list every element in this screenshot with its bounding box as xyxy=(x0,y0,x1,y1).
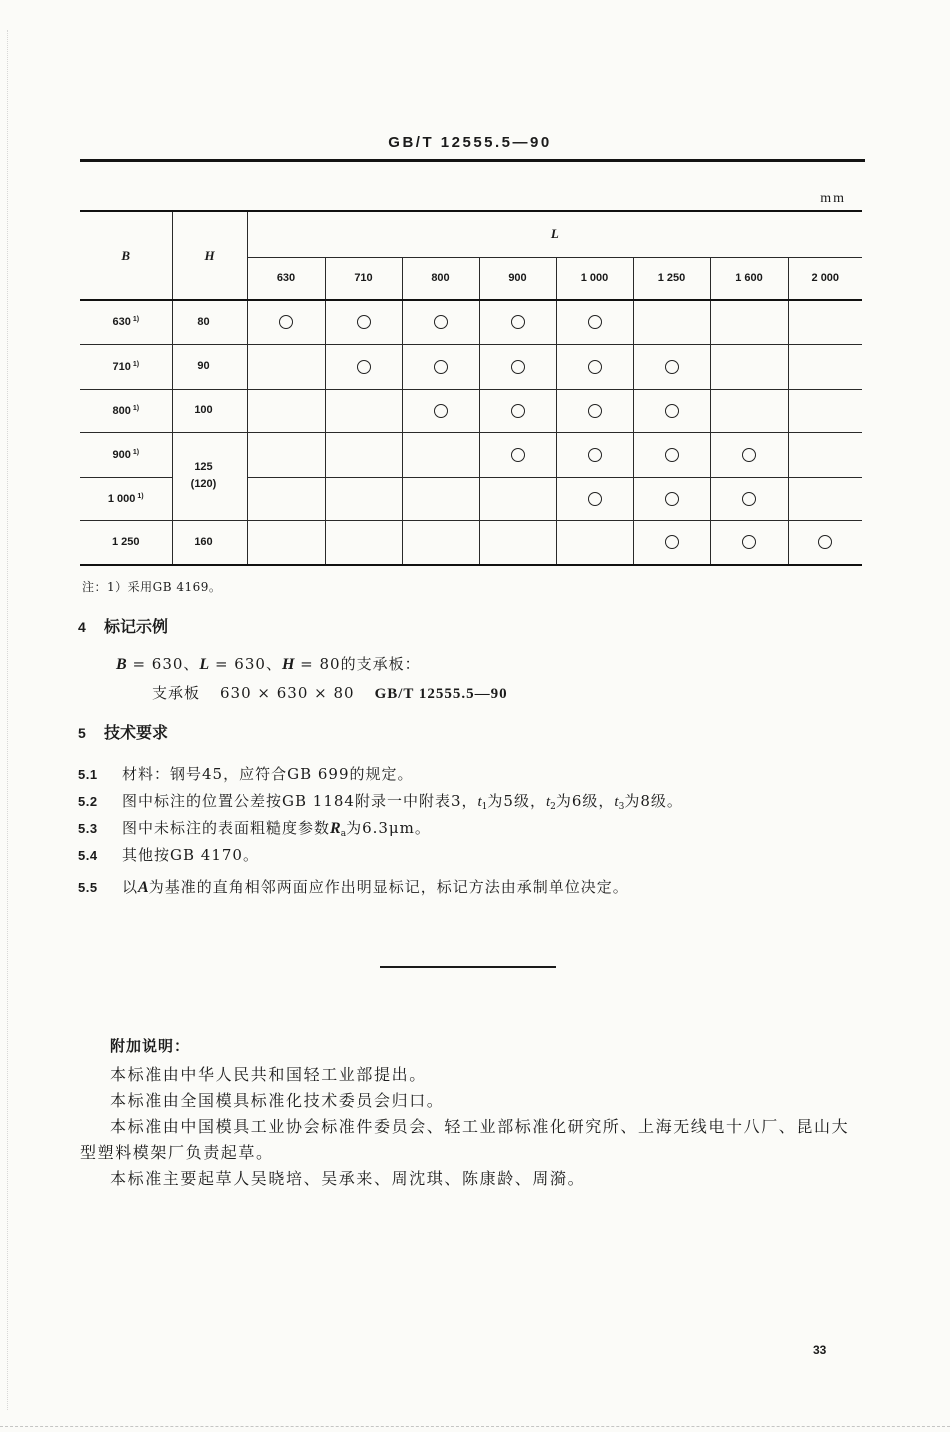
scan-artifact-bottom-edge xyxy=(0,1426,950,1427)
h-value-cell xyxy=(172,389,247,432)
availability-cell xyxy=(556,520,633,565)
availability-cell xyxy=(788,477,862,520)
b-value: 900 xyxy=(112,448,131,461)
availability-cell xyxy=(710,432,788,477)
h-value: 90 xyxy=(197,360,210,372)
header-rule xyxy=(80,159,865,162)
additional-notes-body xyxy=(80,1062,860,1192)
section-divider xyxy=(380,966,556,968)
b-value-cell xyxy=(80,432,172,477)
b-value-cell xyxy=(80,344,172,389)
availability-cell xyxy=(247,520,325,565)
availability-cell xyxy=(556,477,633,520)
availability-mark xyxy=(742,492,756,506)
b-value-cell xyxy=(80,300,172,344)
marking-example-line xyxy=(152,683,508,704)
variable: L xyxy=(199,656,210,673)
h-value: 125 xyxy=(194,461,213,473)
b-value: 1 000 xyxy=(107,492,136,505)
availability-cell xyxy=(788,389,862,432)
availability-cell xyxy=(710,300,788,344)
text-segment: 以 xyxy=(122,878,139,896)
availability-cell xyxy=(633,300,710,344)
availability-mark xyxy=(818,535,832,549)
availability-cell xyxy=(788,520,862,565)
variable: t xyxy=(545,794,551,810)
availability-mark xyxy=(588,404,602,418)
availability-mark xyxy=(665,535,679,549)
availability-cell xyxy=(325,432,402,477)
variable: t xyxy=(614,794,619,810)
availability-cell xyxy=(556,300,633,344)
availability-mark xyxy=(588,360,602,374)
section-number: 5 xyxy=(78,725,86,741)
column-header-h: H xyxy=(172,211,247,300)
l-value-header: 1 000 xyxy=(556,257,633,300)
h-value: 80 xyxy=(197,315,210,328)
b-value: 800 xyxy=(112,404,131,417)
availability-mark xyxy=(434,360,448,374)
item-number: 5.2 xyxy=(78,794,98,809)
subscript: a xyxy=(340,829,347,839)
availability-mark xyxy=(588,448,602,462)
availability-mark xyxy=(357,315,371,329)
table-footnote: 注：1）采用GB 4169。 xyxy=(82,580,222,594)
availability-mark xyxy=(511,315,525,329)
section-4-heading xyxy=(78,617,168,637)
l-value-header: 2 000 xyxy=(788,257,862,300)
footnote-marker: 1) xyxy=(132,448,140,456)
text-segment: 为5级， xyxy=(487,792,546,810)
l-value-header: 1 600 xyxy=(710,257,788,300)
availability-mark xyxy=(588,315,602,329)
availability-cell xyxy=(325,300,402,344)
b-value: 710 xyxy=(112,360,131,373)
availability-mark xyxy=(665,404,679,418)
text-segment: 图中未标注的表面粗糙度参数 xyxy=(122,819,331,837)
availability-mark xyxy=(434,315,448,329)
item-number: 5.5 xyxy=(78,880,98,895)
availability-cell xyxy=(633,389,710,432)
variable: R xyxy=(330,820,341,837)
section-title: 技术要求 xyxy=(104,723,169,742)
section-title: 标记示例 xyxy=(104,617,169,636)
text-segment: 其他按GB 4170。 xyxy=(122,846,259,864)
text-segment: = 80的支承板： xyxy=(294,655,421,673)
example-name: 支承板 xyxy=(152,684,201,702)
availability-mark xyxy=(511,360,525,374)
variable: B xyxy=(116,656,127,673)
footnote-marker: 1) xyxy=(132,360,140,368)
availability-cell xyxy=(325,477,402,520)
text-segment: 图中标注的位置公差按GB 1184附录一中附表3， xyxy=(122,792,478,810)
availability-cell xyxy=(633,477,710,520)
table-row xyxy=(80,432,862,477)
l-value-header: 630 xyxy=(247,257,325,300)
availability-cell xyxy=(325,520,402,565)
text-segment: 为基准的直角相邻两面应作出明显标记，标记方法由承制单位决定。 xyxy=(148,878,629,896)
section-5-heading xyxy=(78,723,168,743)
example-size: 630 × 630 × 80 xyxy=(220,684,355,702)
requirement-item xyxy=(78,791,683,817)
b-value-cell xyxy=(80,520,172,565)
additional-notes-title: 附加说明： xyxy=(110,1037,191,1055)
availability-cell xyxy=(479,477,556,520)
availability-mark xyxy=(434,404,448,418)
availability-mark xyxy=(357,360,371,374)
availability-cell xyxy=(479,520,556,565)
availability-cell xyxy=(710,520,788,565)
l-value-header: 710 xyxy=(325,257,402,300)
footnote-marker: 1) xyxy=(137,492,144,500)
availability-mark xyxy=(742,448,756,462)
l-value-header: 1 250 xyxy=(633,257,710,300)
table-row xyxy=(80,300,862,344)
scan-artifact-left-edge xyxy=(7,30,8,1410)
h-value-cell xyxy=(172,520,247,565)
variable: t xyxy=(477,794,482,810)
item-number: 5.4 xyxy=(78,848,98,863)
availability-cell xyxy=(633,344,710,389)
section-number: 4 xyxy=(78,619,86,635)
availability-cell xyxy=(325,389,402,432)
availability-cell xyxy=(247,389,325,432)
h-value: 100 xyxy=(194,404,213,416)
b-value: 630 xyxy=(112,316,131,329)
h-value-cell xyxy=(172,432,247,520)
availability-cell xyxy=(556,344,633,389)
availability-cell xyxy=(402,300,479,344)
availability-cell xyxy=(710,344,788,389)
availability-cell xyxy=(402,389,479,432)
b-value: 1 250 xyxy=(111,536,140,549)
availability-cell xyxy=(402,477,479,520)
footnote-marker: 1) xyxy=(132,316,140,324)
availability-cell xyxy=(402,520,479,565)
availability-cell xyxy=(479,344,556,389)
text-segment: 为6.3μm。 xyxy=(346,819,431,837)
marking-example-description xyxy=(116,654,421,675)
footnote-marker: 1) xyxy=(132,404,140,412)
text-segment: 为6级， xyxy=(555,792,615,810)
availability-cell xyxy=(479,389,556,432)
availability-cell xyxy=(479,300,556,344)
notes-paragraph: 本标准由中华人民共和国轻工业部提出。 xyxy=(110,1065,427,1084)
notes-paragraph: 本标准主要起草人吴晓培、吴承来、周沈琪、陈康龄、周漪。 xyxy=(110,1169,586,1188)
l-value-header: 800 xyxy=(402,257,479,300)
table-row xyxy=(80,520,862,565)
table-body xyxy=(80,300,862,565)
b-value-cell xyxy=(80,477,172,520)
availability-mark xyxy=(511,404,525,418)
availability-mark xyxy=(279,315,293,329)
dimension-table xyxy=(80,210,862,566)
notes-paragraph: 本标准由中国模具工业协会标准件委员会、轻工业部标准化研究所、上海无线电十八厂、昆山大型塑料模架厂负责起草。 xyxy=(80,1117,850,1162)
table-row xyxy=(80,389,862,432)
table-unit: mm xyxy=(820,191,846,206)
text-segment: 为8级。 xyxy=(624,792,683,810)
availability-cell xyxy=(479,432,556,477)
availability-cell xyxy=(247,432,325,477)
subscript: 3 xyxy=(618,802,625,812)
item-number: 5.3 xyxy=(78,821,98,836)
text-segment: 材料：钢号45，应符合GB 699的规定。 xyxy=(122,765,414,783)
h-value-cell xyxy=(172,300,247,344)
availability-mark xyxy=(665,492,679,506)
availability-cell xyxy=(402,432,479,477)
availability-cell xyxy=(247,300,325,344)
requirement-item xyxy=(78,845,259,866)
availability-cell xyxy=(325,344,402,389)
page-number: 33 xyxy=(813,1343,827,1357)
subscript: 1 xyxy=(481,802,488,812)
availability-cell xyxy=(788,300,862,344)
column-header-b: B xyxy=(80,211,172,300)
availability-mark xyxy=(665,448,679,462)
availability-cell xyxy=(556,432,633,477)
availability-cell xyxy=(402,344,479,389)
availability-cell xyxy=(247,477,325,520)
text-segment: = 630、 xyxy=(126,655,200,673)
l-value-header: 900 xyxy=(479,257,556,300)
example-code: GB/T 12555.5—90 xyxy=(374,686,508,702)
h-value: 160 xyxy=(194,535,213,548)
availability-cell xyxy=(788,432,862,477)
text-segment: = 630、 xyxy=(209,655,282,673)
availability-cell xyxy=(710,389,788,432)
requirement-item xyxy=(78,764,414,785)
notes-paragraph: 本标准由全国模具标准化技术委员会归口。 xyxy=(110,1091,445,1110)
standard-code-header: GB/T 12555.5—90 xyxy=(388,134,552,151)
table-header-row xyxy=(80,211,862,257)
requirement-item xyxy=(78,877,629,898)
variable: H xyxy=(281,656,295,673)
table-row xyxy=(80,344,862,389)
availability-cell xyxy=(556,389,633,432)
subscript: 2 xyxy=(550,802,556,812)
availability-mark xyxy=(742,535,756,549)
requirement-item xyxy=(78,818,431,844)
availability-cell xyxy=(710,477,788,520)
availability-cell xyxy=(247,344,325,389)
availability-cell xyxy=(633,432,710,477)
availability-mark xyxy=(511,448,525,462)
column-header-l: L xyxy=(247,211,862,257)
b-value-cell xyxy=(80,389,172,432)
variable: A xyxy=(138,879,149,896)
h-value-cell xyxy=(172,344,247,389)
availability-cell xyxy=(633,520,710,565)
availability-mark xyxy=(588,492,602,506)
h-alt-value: (120) xyxy=(190,478,217,490)
availability-mark xyxy=(665,360,679,374)
availability-cell xyxy=(788,344,862,389)
item-number: 5.1 xyxy=(78,767,98,782)
